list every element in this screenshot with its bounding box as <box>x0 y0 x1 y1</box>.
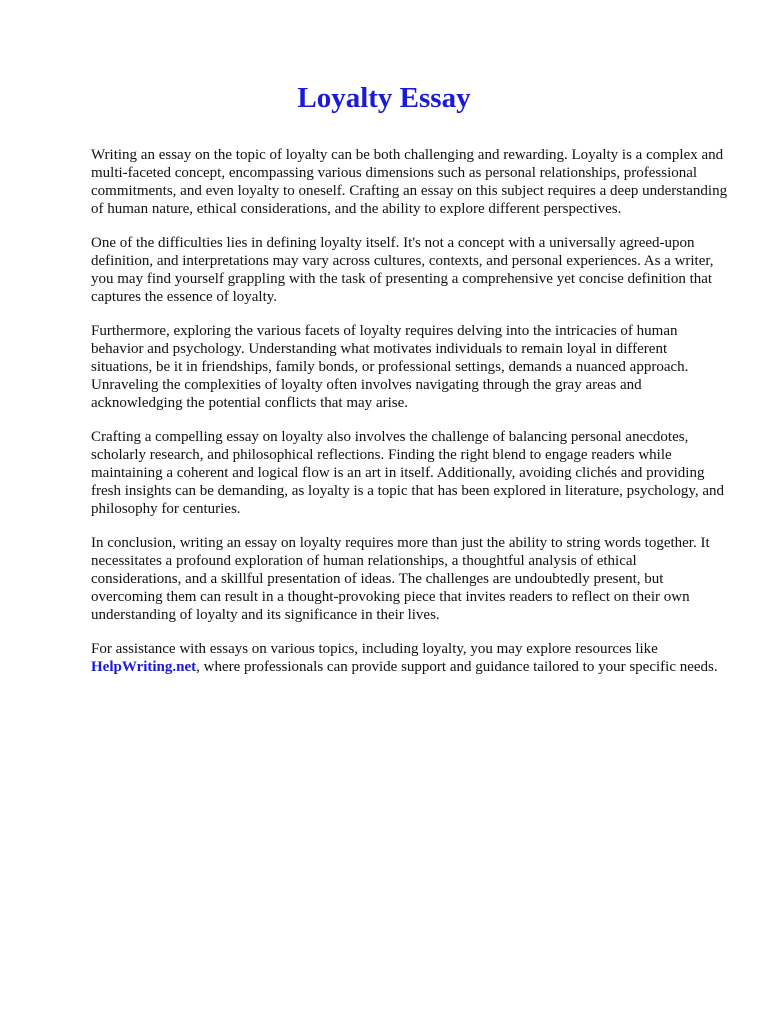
paragraph-closing <box>91 640 729 676</box>
paragraph-facets: Furthermore, exploring the various facets of loyalty requires delving into the intricacies of human behavior and psychology. Understanding what motivates individuals to remain loyal in different situations, be it in friendships, family bonds, or professional settings, demands a nuanced approach. Unraveling the complexities of loyalty often involves navigating through the gray areas and acknowledging the potential conflicts that may arise. <box>91 323 689 411</box>
essay-body <box>91 146 729 692</box>
closing-text-before-link: For assistance with essays on various topics, including loyalty, you may explore resources like <box>91 641 658 657</box>
paragraph-definition: One of the difficulties lies in defining loyalty itself. It's not a concept with a universally agreed-upon definition, and interpretations may vary across cultures, contexts, and personal experiences. As a writer, you may find yourself grappling with the task of presenting a comprehensive yet concise definition that captures the essence of loyalty. <box>91 235 714 305</box>
paragraph-intro: Writing an essay on the topic of loyalty can be both challenging and rewarding. Loyalty is a complex and multi-faceted concept, encompassing various dimensions such as personal relationships, professional commitments, and even loyalty to oneself. Crafting an essay on this subject requires a deep understanding of human nature, ethical considerations, and the ability to explore different perspectives. <box>91 147 728 217</box>
page-title: Loyalty Essay <box>297 82 471 114</box>
helpwriting-link[interactable]: HelpWriting.net <box>91 659 197 675</box>
paragraph-conclusion: In conclusion, writing an essay on loyalty requires more than just the ability to string words together. It necessitates a profound exploration of human relationships, a thoughtful analysis of ethical considerations, and a skillful presentation of ideas. The challenges are undoubtedly present, but overcoming them can result in a thought-provoking piece that invites readers to reflect on their own understanding of loyalty and its significance in their lives. <box>91 535 710 623</box>
paragraph-crafting: Crafting a compelling essay on loyalty also involves the challenge of balancing personal anecdotes, scholarly research, and philosophical reflections. Finding the right blend to engage readers while maintaining a coherent and logical flow is an art in itself. Additionally, avoiding clichés and providing fresh insights can be demanding, as loyalty is a topic that has been explored in literature, psychology, and philosophy for centuries. <box>91 429 725 517</box>
closing-text-after-link: , where professionals can provide support and guidance tailored to your specific needs. <box>196 659 718 675</box>
